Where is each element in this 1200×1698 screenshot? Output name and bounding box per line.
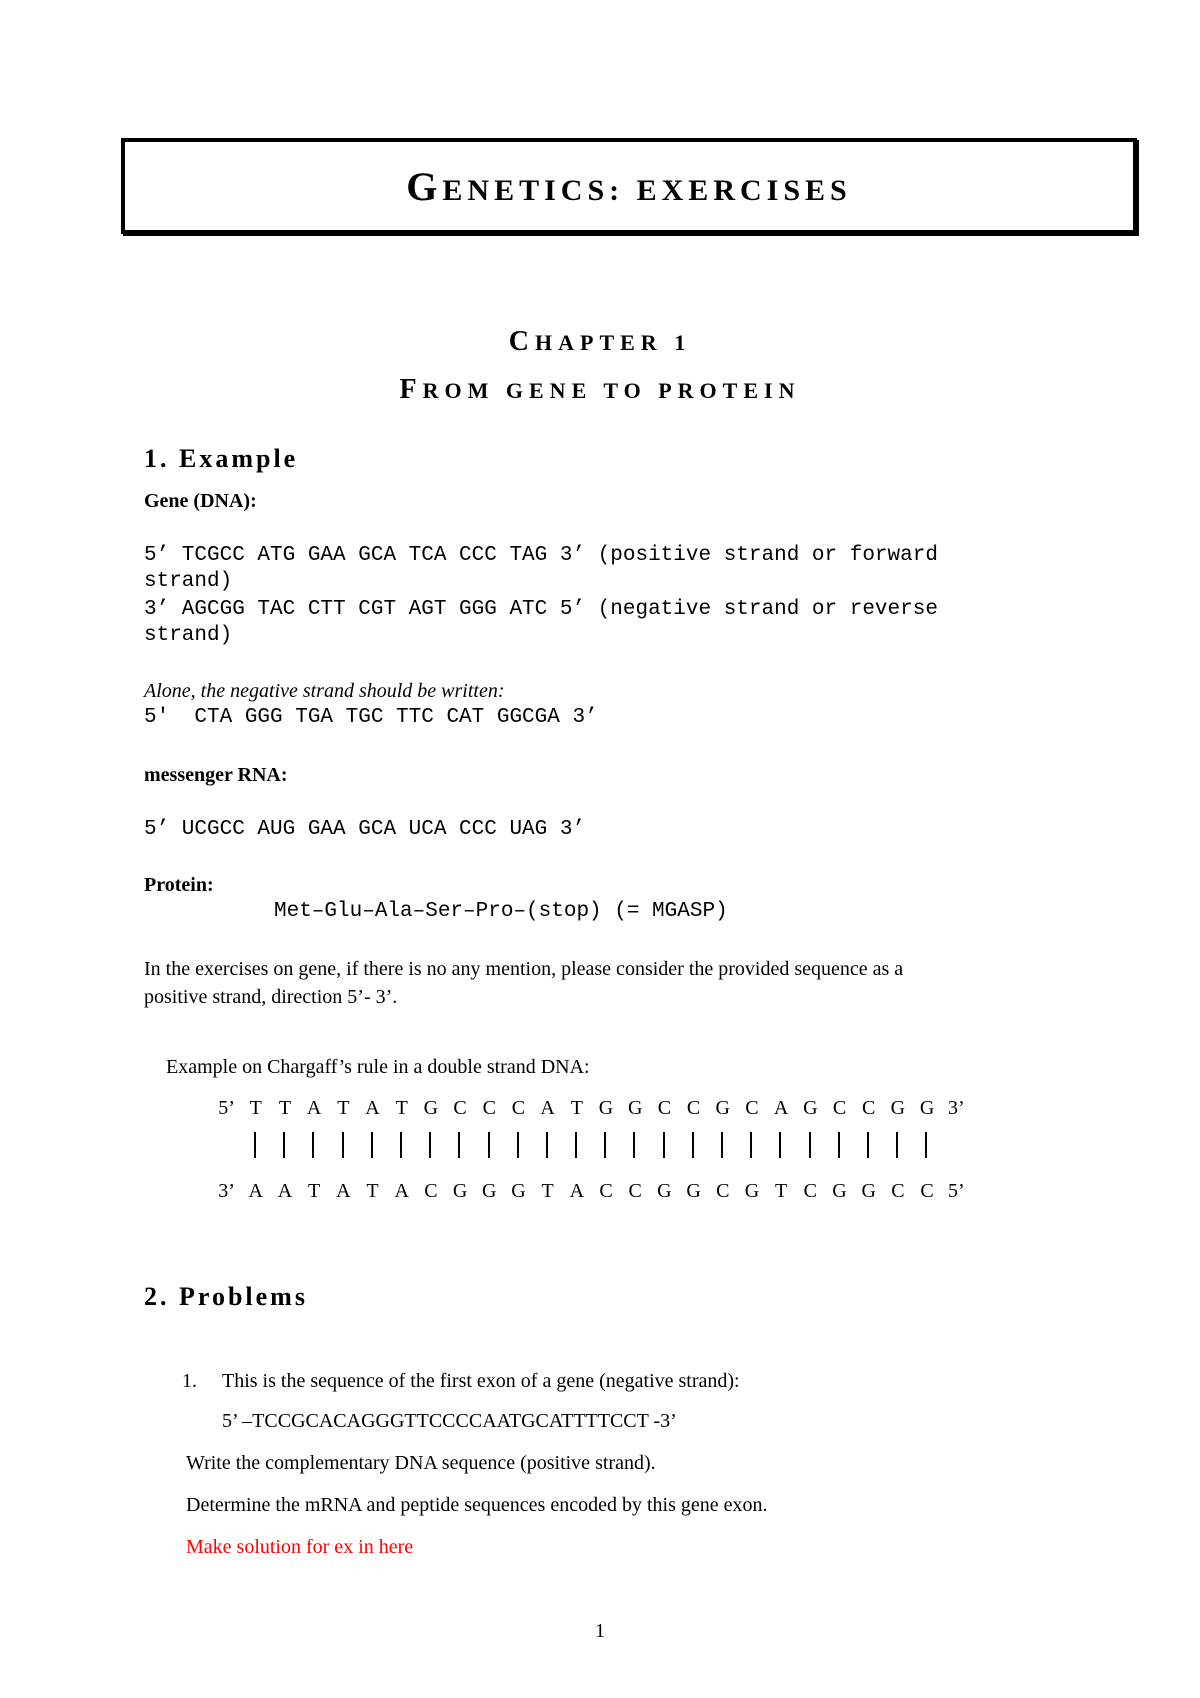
top-base: C xyxy=(482,1097,496,1119)
base-pair-bond xyxy=(854,1132,883,1158)
base-pair-bond xyxy=(708,1132,737,1158)
bottom-base: C xyxy=(803,1180,818,1202)
chargaff-bottom-strand xyxy=(212,1180,971,1203)
bottom-base: G xyxy=(686,1180,701,1202)
top-base: C xyxy=(511,1097,526,1119)
base-pair-bond xyxy=(766,1132,795,1158)
top-base: 5’ xyxy=(218,1097,235,1119)
mrna-sequence: 5’ UCGCC AUG GAA GCA UCA CCC UAG 3’ xyxy=(144,818,586,841)
protein-sequence: Met–Glu–Ala–Ser–Pro–(stop) (= MGASP) xyxy=(274,900,728,923)
document-title: GENETICS: EXERCISES xyxy=(406,163,852,209)
top-base: G xyxy=(627,1097,643,1119)
reverse-strand-line-2: strand) xyxy=(144,624,233,647)
top-base: C xyxy=(745,1097,759,1119)
gene-label: Gene (DNA): xyxy=(144,490,257,512)
bottom-base: 5’ xyxy=(947,1180,965,1202)
top-base: C xyxy=(862,1097,876,1119)
bottom-base: T xyxy=(541,1180,554,1202)
mrna-label: messenger RNA: xyxy=(144,764,288,786)
bottom-base: C xyxy=(599,1180,613,1202)
problem-text: This is the sequence of the first exon of a gene (negative strand): xyxy=(222,1370,740,1392)
base-pair-bond xyxy=(796,1132,825,1158)
base-pair-bond xyxy=(533,1132,562,1158)
base-pair-bond xyxy=(358,1132,387,1158)
instruction-complementary: Write the complementary DNA sequence (positive strand). xyxy=(186,1452,656,1474)
base-pair-bond xyxy=(387,1132,416,1158)
top-base: A xyxy=(773,1097,789,1119)
top-base: C xyxy=(657,1097,672,1119)
base-pair-bond xyxy=(504,1132,533,1158)
protein-label: Protein: xyxy=(144,874,214,896)
bottom-base: G xyxy=(744,1180,760,1202)
bottom-base: C xyxy=(628,1180,642,1202)
top-base: T xyxy=(570,1097,583,1119)
base-pair-bond xyxy=(445,1132,474,1158)
bottom-base: G xyxy=(832,1180,847,1202)
top-base: C xyxy=(832,1097,847,1119)
top-base: G xyxy=(803,1097,818,1119)
instruction-mrna-peptide: Determine the mRNA and peptide sequences encoded by this gene exon. xyxy=(186,1494,768,1516)
bottom-base: G xyxy=(861,1180,876,1202)
bottom-base: A xyxy=(277,1180,293,1202)
negative-strand-written: 5' CTA GGG TGA TGC TTC CAT GGCGA 3’ xyxy=(144,706,598,729)
top-base: A xyxy=(540,1097,555,1119)
chapter-subtitle: FROM GENE TO PROTEIN xyxy=(399,374,801,405)
base-pair-bond xyxy=(737,1132,766,1158)
bottom-base: A xyxy=(336,1180,351,1202)
base-pair-bond xyxy=(241,1132,270,1158)
base-pair-bond xyxy=(475,1132,504,1158)
base-pair-bond xyxy=(562,1132,591,1158)
negative-strand-note: Alone, the negative strand should be written: xyxy=(144,680,505,702)
base-pair-bond xyxy=(825,1132,854,1158)
title-box xyxy=(121,138,1137,234)
chapter-title: CHAPTER 1 xyxy=(508,326,692,357)
top-base: G xyxy=(598,1097,614,1119)
bottom-base: C xyxy=(716,1180,730,1202)
forward-strand-line-2: strand) xyxy=(144,570,233,593)
example-heading: 1. Example xyxy=(144,444,299,473)
bottom-base: C xyxy=(424,1180,438,1202)
top-base: T xyxy=(337,1097,350,1119)
bottom-base: G xyxy=(482,1180,497,1202)
base-pair-bond xyxy=(270,1132,299,1158)
top-base: C xyxy=(453,1097,467,1119)
problem-sequence: 5’ –TCCGCACAGGGTTCCCCAATGCATTTTCCT -3’ xyxy=(222,1410,677,1432)
bottom-base: A xyxy=(569,1180,585,1202)
bottom-base: G xyxy=(657,1180,672,1202)
chargaff-base-pairs xyxy=(241,1132,942,1163)
exercise-note-line-1: In the exercises on gene, if there is no any mention, please consider the provided sequence as a xyxy=(144,958,904,980)
problems-heading: 2. Problems xyxy=(144,1282,308,1311)
problem-number: 1. xyxy=(182,1370,197,1392)
bottom-base: T xyxy=(366,1180,379,1202)
base-pair-bond xyxy=(912,1132,941,1158)
chargaff-intro: Example on Chargaff’s rule in a double strand DNA: xyxy=(166,1056,590,1078)
exercise-note-line-2: positive strand, direction 5’- 3’. xyxy=(144,986,398,1008)
bottom-base: A xyxy=(394,1180,409,1202)
base-pair-bond xyxy=(679,1132,708,1158)
bottom-base: C xyxy=(891,1180,905,1202)
top-base: G xyxy=(919,1097,935,1119)
bottom-base: C xyxy=(920,1180,934,1202)
page-number: 1 xyxy=(595,1620,605,1642)
base-pair-bond xyxy=(650,1132,679,1158)
bottom-base: A xyxy=(248,1180,263,1202)
solution-prompt[interactable]: Make solution for ex in here xyxy=(186,1536,414,1558)
bottom-base: G xyxy=(452,1180,468,1202)
bottom-base: 3’ xyxy=(218,1180,235,1202)
reverse-strand-line-1: 3’ AGCGG TAC CTT CGT AGT GGG ATC 5’ (negative strand or reverse xyxy=(144,598,938,621)
bottom-base: T xyxy=(775,1180,788,1202)
base-pair-bond xyxy=(416,1132,445,1158)
top-base: C xyxy=(686,1097,701,1119)
top-base: A xyxy=(365,1097,380,1119)
base-pair-bond xyxy=(883,1132,912,1158)
top-base: 3’ xyxy=(947,1097,965,1119)
bottom-base: T xyxy=(308,1180,321,1202)
top-base: T xyxy=(249,1097,262,1119)
base-pair-bond xyxy=(299,1132,328,1158)
top-base: T xyxy=(278,1097,292,1119)
top-base: A xyxy=(306,1097,322,1119)
top-base: G xyxy=(423,1097,439,1119)
top-base: T xyxy=(395,1097,408,1119)
top-base: G xyxy=(715,1097,730,1119)
chargaff-top-strand xyxy=(212,1097,971,1120)
base-pair-bond xyxy=(591,1132,620,1158)
forward-strand-line-1: 5’ TCGCC ATG GAA GCA TCA CCC TAG 3’ (positive strand or forward xyxy=(144,544,938,567)
base-pair-bond xyxy=(329,1132,358,1158)
bottom-base: G xyxy=(511,1180,526,1202)
top-base: G xyxy=(890,1097,906,1119)
base-pair-bond xyxy=(620,1132,649,1158)
